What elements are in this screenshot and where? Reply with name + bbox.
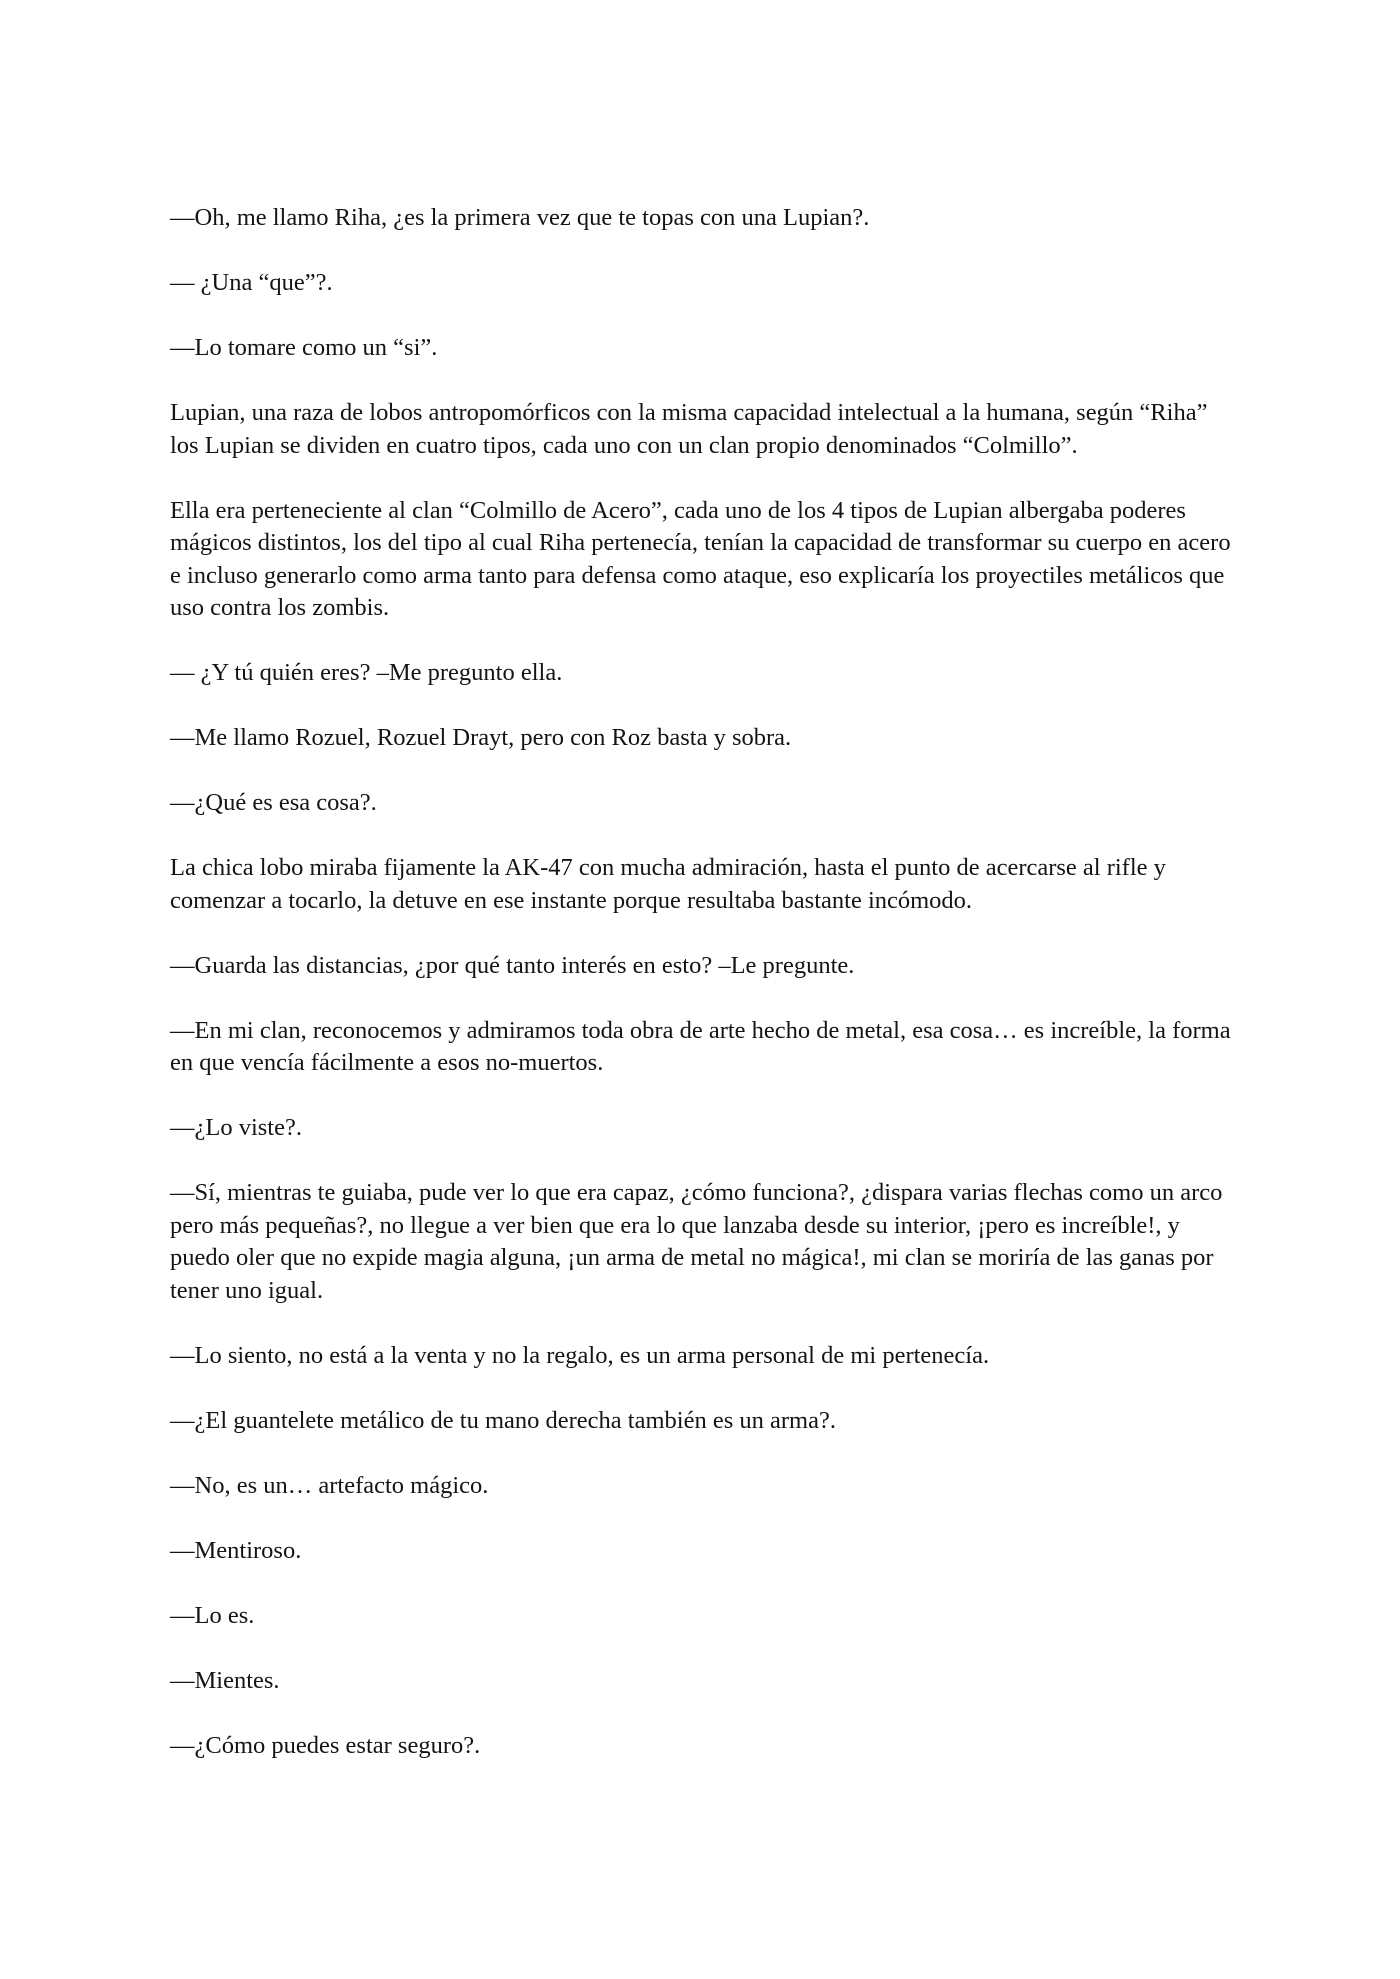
paragraph: —¿Lo viste?. (170, 1114, 302, 1141)
paragraph: —Lo siento, no está a la venta y no la regalo, es un arma personal de mi pertenecía. (170, 1341, 990, 1369)
paragraph: —Mientes. (170, 1666, 280, 1694)
paragraph: —No, es un… artefacto mágico. (170, 1471, 489, 1499)
paragraph: —Oh, me llamo Riha, ¿es la primera vez que te topas con una Lupian?. (170, 204, 870, 231)
paragraph: —Lo tomare como un “si”. (170, 334, 438, 361)
paragraph: —¿Cómo puedes estar seguro?. (170, 1731, 481, 1759)
paragraph: —Lo es. (170, 1601, 255, 1629)
paragraph: La chica lobo miraba fijamente la AK-47 con mucha admiración, hasta el punto de acercarse al rifle y comenzar a tocarlo, la detuve en ese instante porque resultaba bastante incómodo. (170, 854, 1166, 914)
paragraph: —Guarda las distancias, ¿por qué tanto interés en esto? –Le pregunte. (170, 951, 855, 979)
paragraph: — ¿Y tú quién eres? –Me pregunto ella. (170, 659, 563, 686)
paragraph: —Me llamo Rozuel, Rozuel Drayt, pero con Roz basta y sobra. (170, 724, 792, 751)
paragraph: — ¿Una “que”?. (170, 269, 333, 296)
paragraph: —Mentiroso. (170, 1536, 302, 1564)
paragraph: Lupian, una raza de lobos antropomórficos con la misma capacidad intelectual a la humana, según “Riha” los Lupian se dividen en cuatro tipos, cada uno con un clan propio denominados “Colmillo”. (170, 399, 1208, 459)
paragraph: —¿Qué es esa cosa?. (170, 789, 377, 816)
document-body (170, 202, 1242, 1762)
paragraph: —En mi clan, reconocemos y admiramos toda obra de arte hecho de metal, esa cosa… es increíble, la forma en que vencía fácilmente a esos no-muertos. (170, 1016, 1231, 1076)
paragraph: —¿El guantelete metálico de tu mano derecha también es un arma?. (170, 1406, 836, 1434)
paragraph: Ella era perteneciente al clan “Colmillo de Acero”, cada uno de los 4 tipos de Lupian albergaba poderes mágicos distintos, los del tipo al cual Riha pertenecía, tenían la capacidad de transformar su cuerpo en acero e incluso generarlo como arma tanto para defensa como ataque, eso explicaría los proyectiles metálicos que uso contra los zombis. (170, 496, 1231, 621)
paragraph: —Sí, mientras te guiaba, pude ver lo que era capaz, ¿cómo funciona?, ¿dispara varias flechas como un arco pero más pequeñas?, no llegue a ver bien que era lo que lanzaba desde su interior, ¡pero es increíble!, y puedo oler que no expide magia alguna, ¡un arma de metal no mágica!, mi clan se moriría de las ganas por tener uno igual. (170, 1179, 1223, 1304)
